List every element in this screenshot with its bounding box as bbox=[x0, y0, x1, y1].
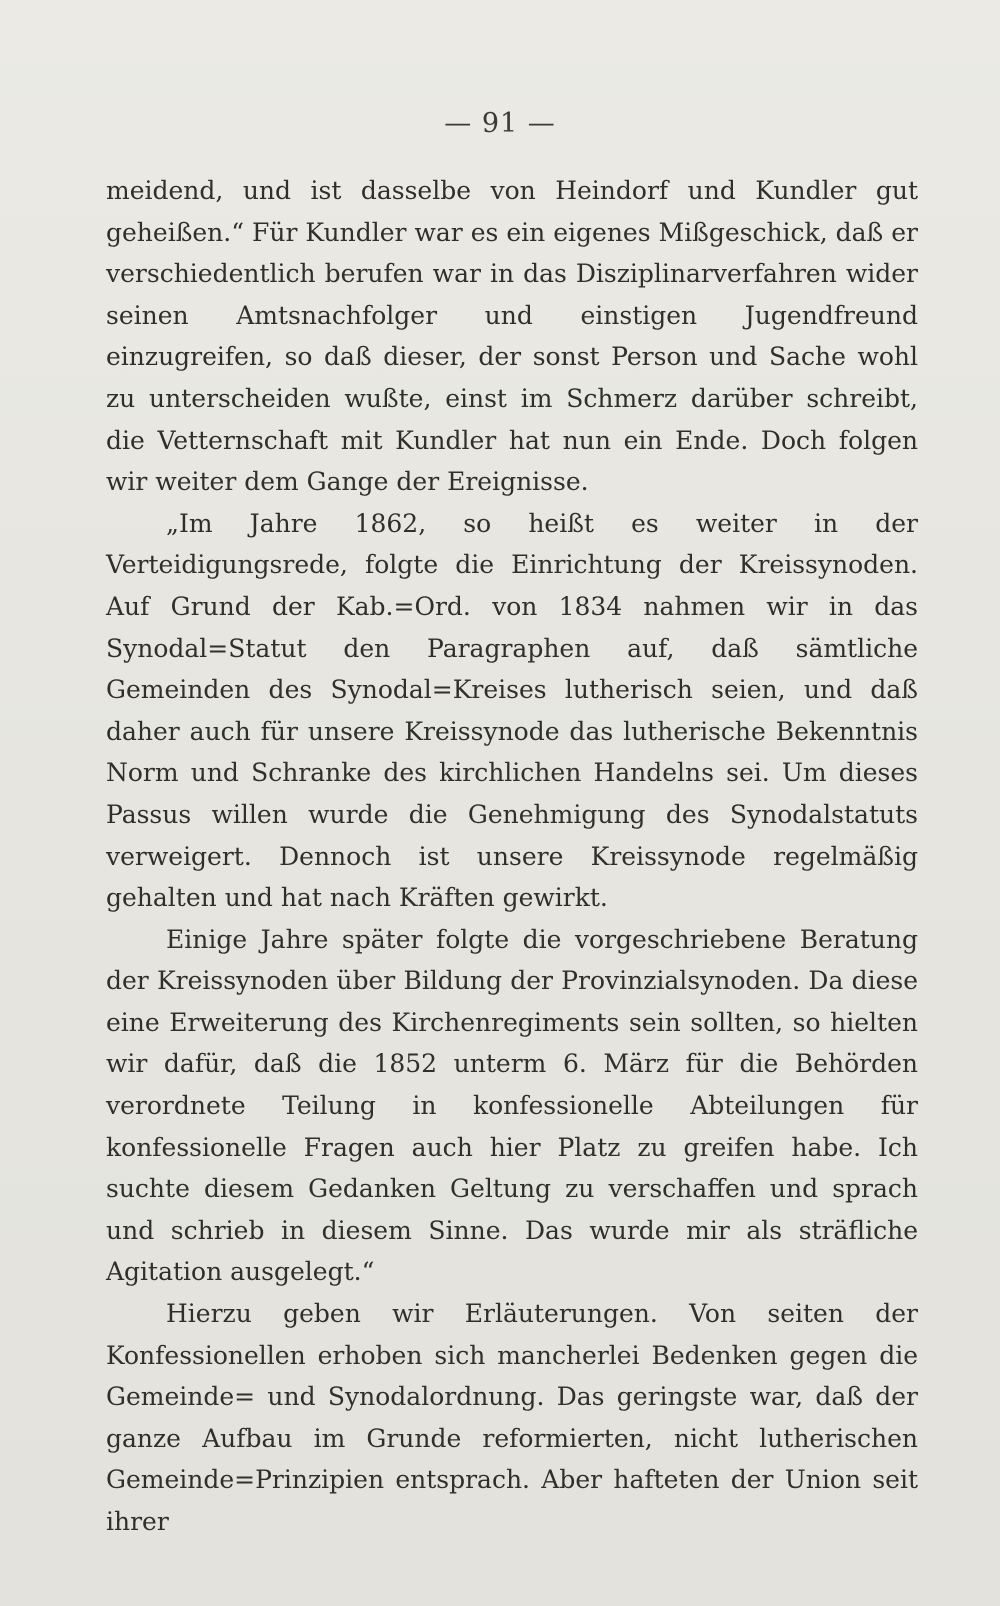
paragraph-3: Einige Jahre später folgte die vorgeschriebene Beratung der Kreissynoden über Bildung der Provinzialsynoden. Da diese eine Erweiterung des Kirchenregiments sein sollten, so hielten wir dafür, daß die 1852 unterm 6. März für die Behörden verordnete Teilung in konfessionelle Abteilungen für konfessionelle Fragen auch hier Platz zu greifen habe. Ich suchte diesem Gedanken Geltung zu verschaffen und sprach und schrieb in diesem Sinne. Das wurde mir als sträfliche Agitation ausgelegt.“ bbox=[106, 924, 918, 1287]
paragraph-1: meidend, und ist dasselbe von Heindorf und Kundler gut geheißen.“ Für Kundler war es ein eigenes Mißgeschick, daß er verschiedentlich berufen war in das Disziplinarverfahren wider seinen Amtsnachfolger und einstigen Jugendfreund einzugreifen, so daß dieser, der sonst Person und Sache wohl zu unterscheiden wußte, einst im Schmerz darüber schreibt, die Vetternschaft mit Kundler hat nun ein Ende. Doch folgen wir weiter dem Gange der Ereignisse. bbox=[106, 176, 918, 497]
page-number: — 91 — bbox=[444, 108, 556, 139]
paragraph-2: „Im Jahre 1862, so heißt es weiter in der Verteidigungsrede, folgte die Einrichtung der Kreissynoden. Auf Grund der Kab.=Ord. von 1834 nahmen wir in das Synodal=Statut den Paragraphen auf, daß sämtliche Gemeinden des Synodal=Kreises lutherisch seien, und daß daher auch für unsere Kreissynode das lutherische Bekenntnis Norm und Schranke des kirchlichen Handelns sei. Um dieses Passus willen wurde die Genehmigung des Synodalstatuts verweigert. Dennoch ist unsere Kreissynode regelmäßig gehalten und hat nach Kräften gewirkt. bbox=[106, 508, 918, 913]
paragraph-4: Hierzu geben wir Erläuterungen. Von seiten der Konfessionellen erhoben sich mancherlei Bedenken gegen die Gemeinde= und Synodalordnung. Das geringste war, daß der ganze Aufbau im Grunde reformierten, nicht lutherischen Gemeinde=Prinzipien entsprach. Aber hafteten der Union seit ihrer bbox=[106, 1299, 918, 1536]
body-text bbox=[106, 170, 918, 1543]
